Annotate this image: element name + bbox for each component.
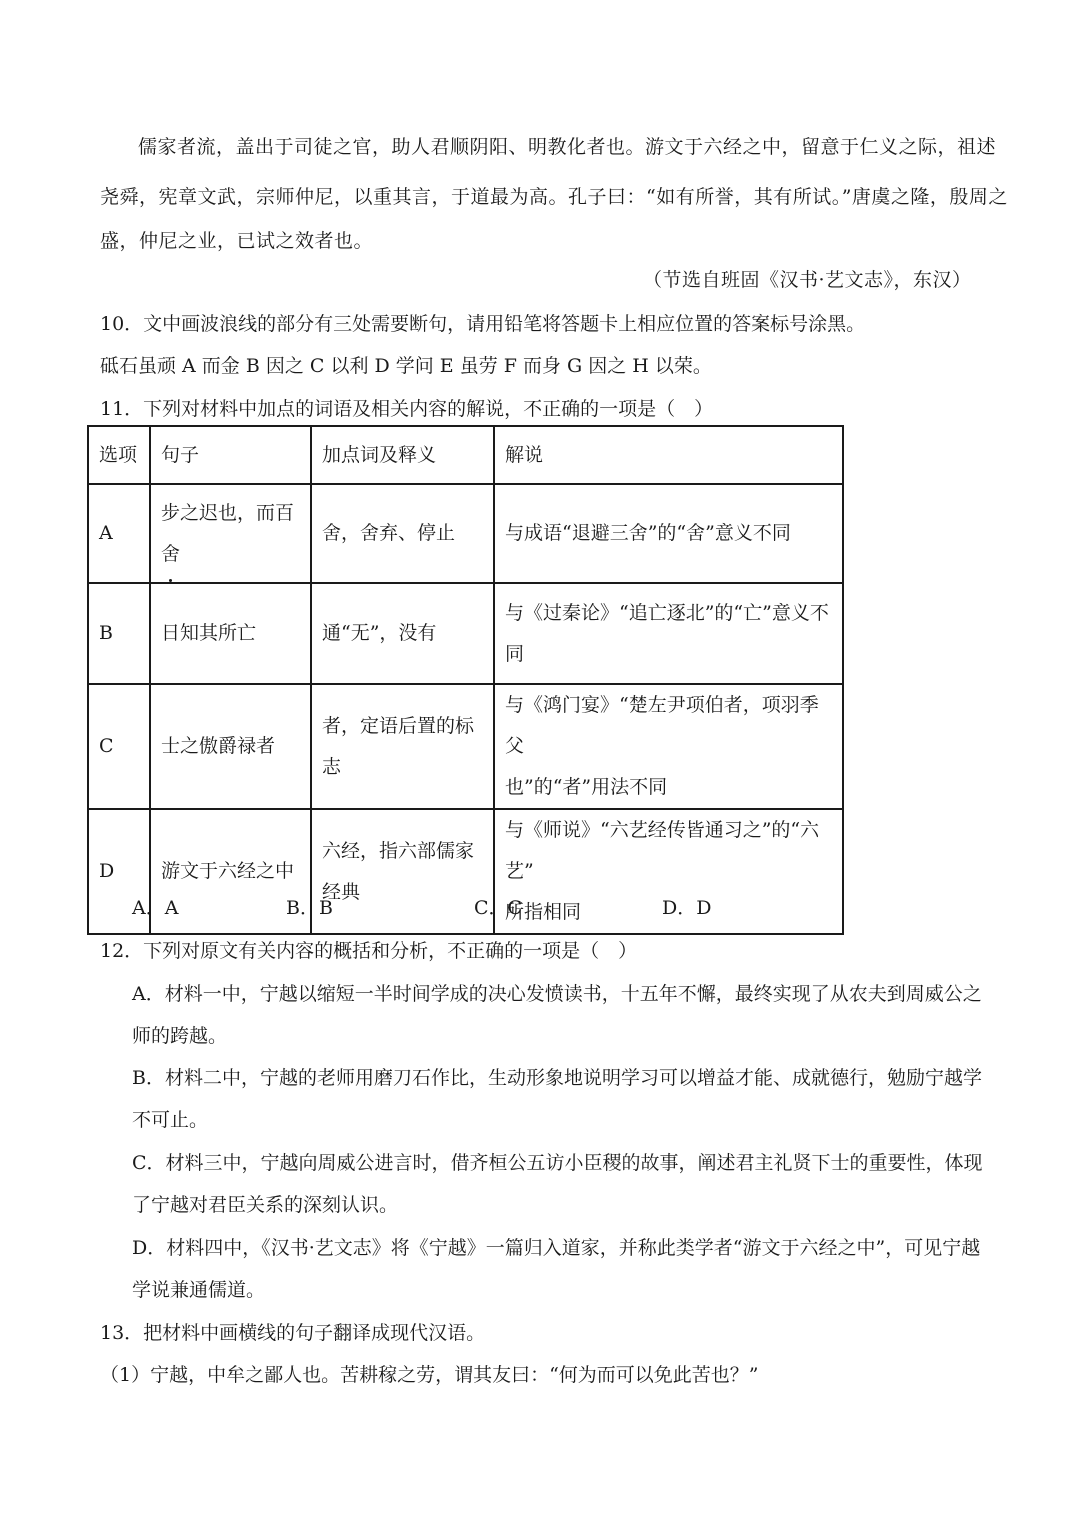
q12-option-a[interactable]: A．材料一中，宁越以缩短一半时间学成的决心发愤读书，十五年不懈，最终实现了从农夫到周威公之 [132,983,982,1005]
q11-option-a[interactable]: A．A [132,897,179,919]
dotted-word: 舍 [161,534,180,575]
gloss-line: 志 [322,755,342,778]
q12-stem: 12．下列对原文有关内容的概括和分析，不正确的一项是（ ） [100,940,638,962]
row-explanation [494,583,843,684]
table-row [88,583,843,684]
explanation-line: 与《过秦论》“追亡逐北”的“亡”意义不 [505,601,829,624]
q11-option-d[interactable]: D．D [662,897,712,919]
passage-source: （节选自班固《汉书·艺文志》，东汉） [643,269,972,291]
table-row [88,809,843,934]
q12-option-a-cont: 师的跨越。 [132,1025,228,1047]
header-sentence: 句子 [150,426,311,484]
q11-table [87,425,844,935]
table-header-row [88,426,843,484]
explanation-line: 与《师说》“六艺经传皆通习之”的“六艺” [505,819,820,882]
q11-option-c[interactable]: C．C [474,897,523,919]
sentence-line: 步之迟也，而百 [161,501,295,524]
row-explanation [494,684,843,809]
q12-option-b-cont: 不可止。 [132,1109,209,1131]
row-gloss: 舍，舍弃、停止 [311,484,494,583]
q12-option-b[interactable]: B．材料二中，宁越的老师用磨刀石作比，生动形象地说明学习可以增益才能、成就德行，勉励宁越学 [132,1067,982,1089]
passage-line-2: 尧舜，宪章文武，宗师仲尼，以重其言，于道最为高。孔子曰：“如有所誉，其有所试。”唐虞之隆，殷周之 [100,186,1008,208]
q13-stem: 13．把材料中画横线的句子翻译成现代汉语。 [100,1322,486,1344]
explanation-line: 同 [505,642,525,665]
row-gloss [311,684,494,809]
row-option: C [88,684,150,809]
row-gloss: 通“无”，没有 [311,583,494,684]
row-gloss [311,809,494,934]
gloss-line: 六经，指六部儒家 [322,839,475,862]
header-gloss: 加点词及释义 [311,426,494,484]
q13-sub1: （1）宁越，中牟之鄙人也。苦耕稼之劳，谓其友曰：“何为而可以免此苦也？” [100,1364,759,1386]
gloss-line: 经典 [322,880,361,903]
q10-text: 砥石虽顽 A 而金 B 因之 C 以利 D 学问 E 虽劳 F 而身 G 因之 H 以荣。 [100,355,712,377]
sentence-line [161,534,300,575]
q10-stem: 10．文中画波浪线的部分有三处需要断句，请用铅笔将答题卡上相应位置的答案标号涂黑。 [100,313,866,335]
q12-option-c[interactable]: C．材料三中，宁越向周威公进言时，借齐桓公五访小臣稷的故事，阐述君主礼贤下士的重要性，体现 [132,1152,983,1174]
header-option: 选项 [88,426,150,484]
header-explanation: 解说 [494,426,843,484]
explanation-line: 与《鸿门宴》“楚左尹项伯者，项羽季父 [505,694,819,757]
row-sentence: 游文于六经之中 [150,809,311,934]
q11-option-b[interactable]: B．B [286,897,333,919]
q12-option-d-cont: 学说兼通儒道。 [132,1279,266,1301]
row-sentence [150,484,311,583]
row-option: D [88,809,150,934]
row-option: A [88,484,150,583]
passage-line-1: 儒家者流，盖出于司徒之官，助人君顺阴阳、明教化者也。游文于六经之中，留意于仁义之际，祖述 [138,136,997,158]
table-row [88,684,843,809]
table-row [88,484,843,583]
row-sentence: 日知其所亡 [150,583,311,684]
row-explanation: 与成语“退避三舍”的“舍”意义不同 [494,484,843,583]
q11-stem: 11．下列对材料中加点的词语及相关内容的解说，不正确的一项是（ ） [100,398,714,420]
passage-line-3: 盛，仲尼之业，已试之效者也。 [100,230,374,252]
explanation-line: 也”的“者”用法不同 [505,776,668,798]
gloss-line: 者，定语后置的标 [322,714,475,737]
row-sentence: 士之傲爵禄者 [150,684,311,809]
q12-option-c-cont: 了宁越对君臣关系的深刻认识。 [132,1194,399,1216]
row-option: B [88,583,150,684]
q12-option-d[interactable]: D．材料四中，《汉书·艺文志》将《宁越》一篇归入道家，并称此类学者“游文于六经之中”，可见宁越 [132,1237,981,1259]
explanation-line: 所指相同 [505,901,582,923]
